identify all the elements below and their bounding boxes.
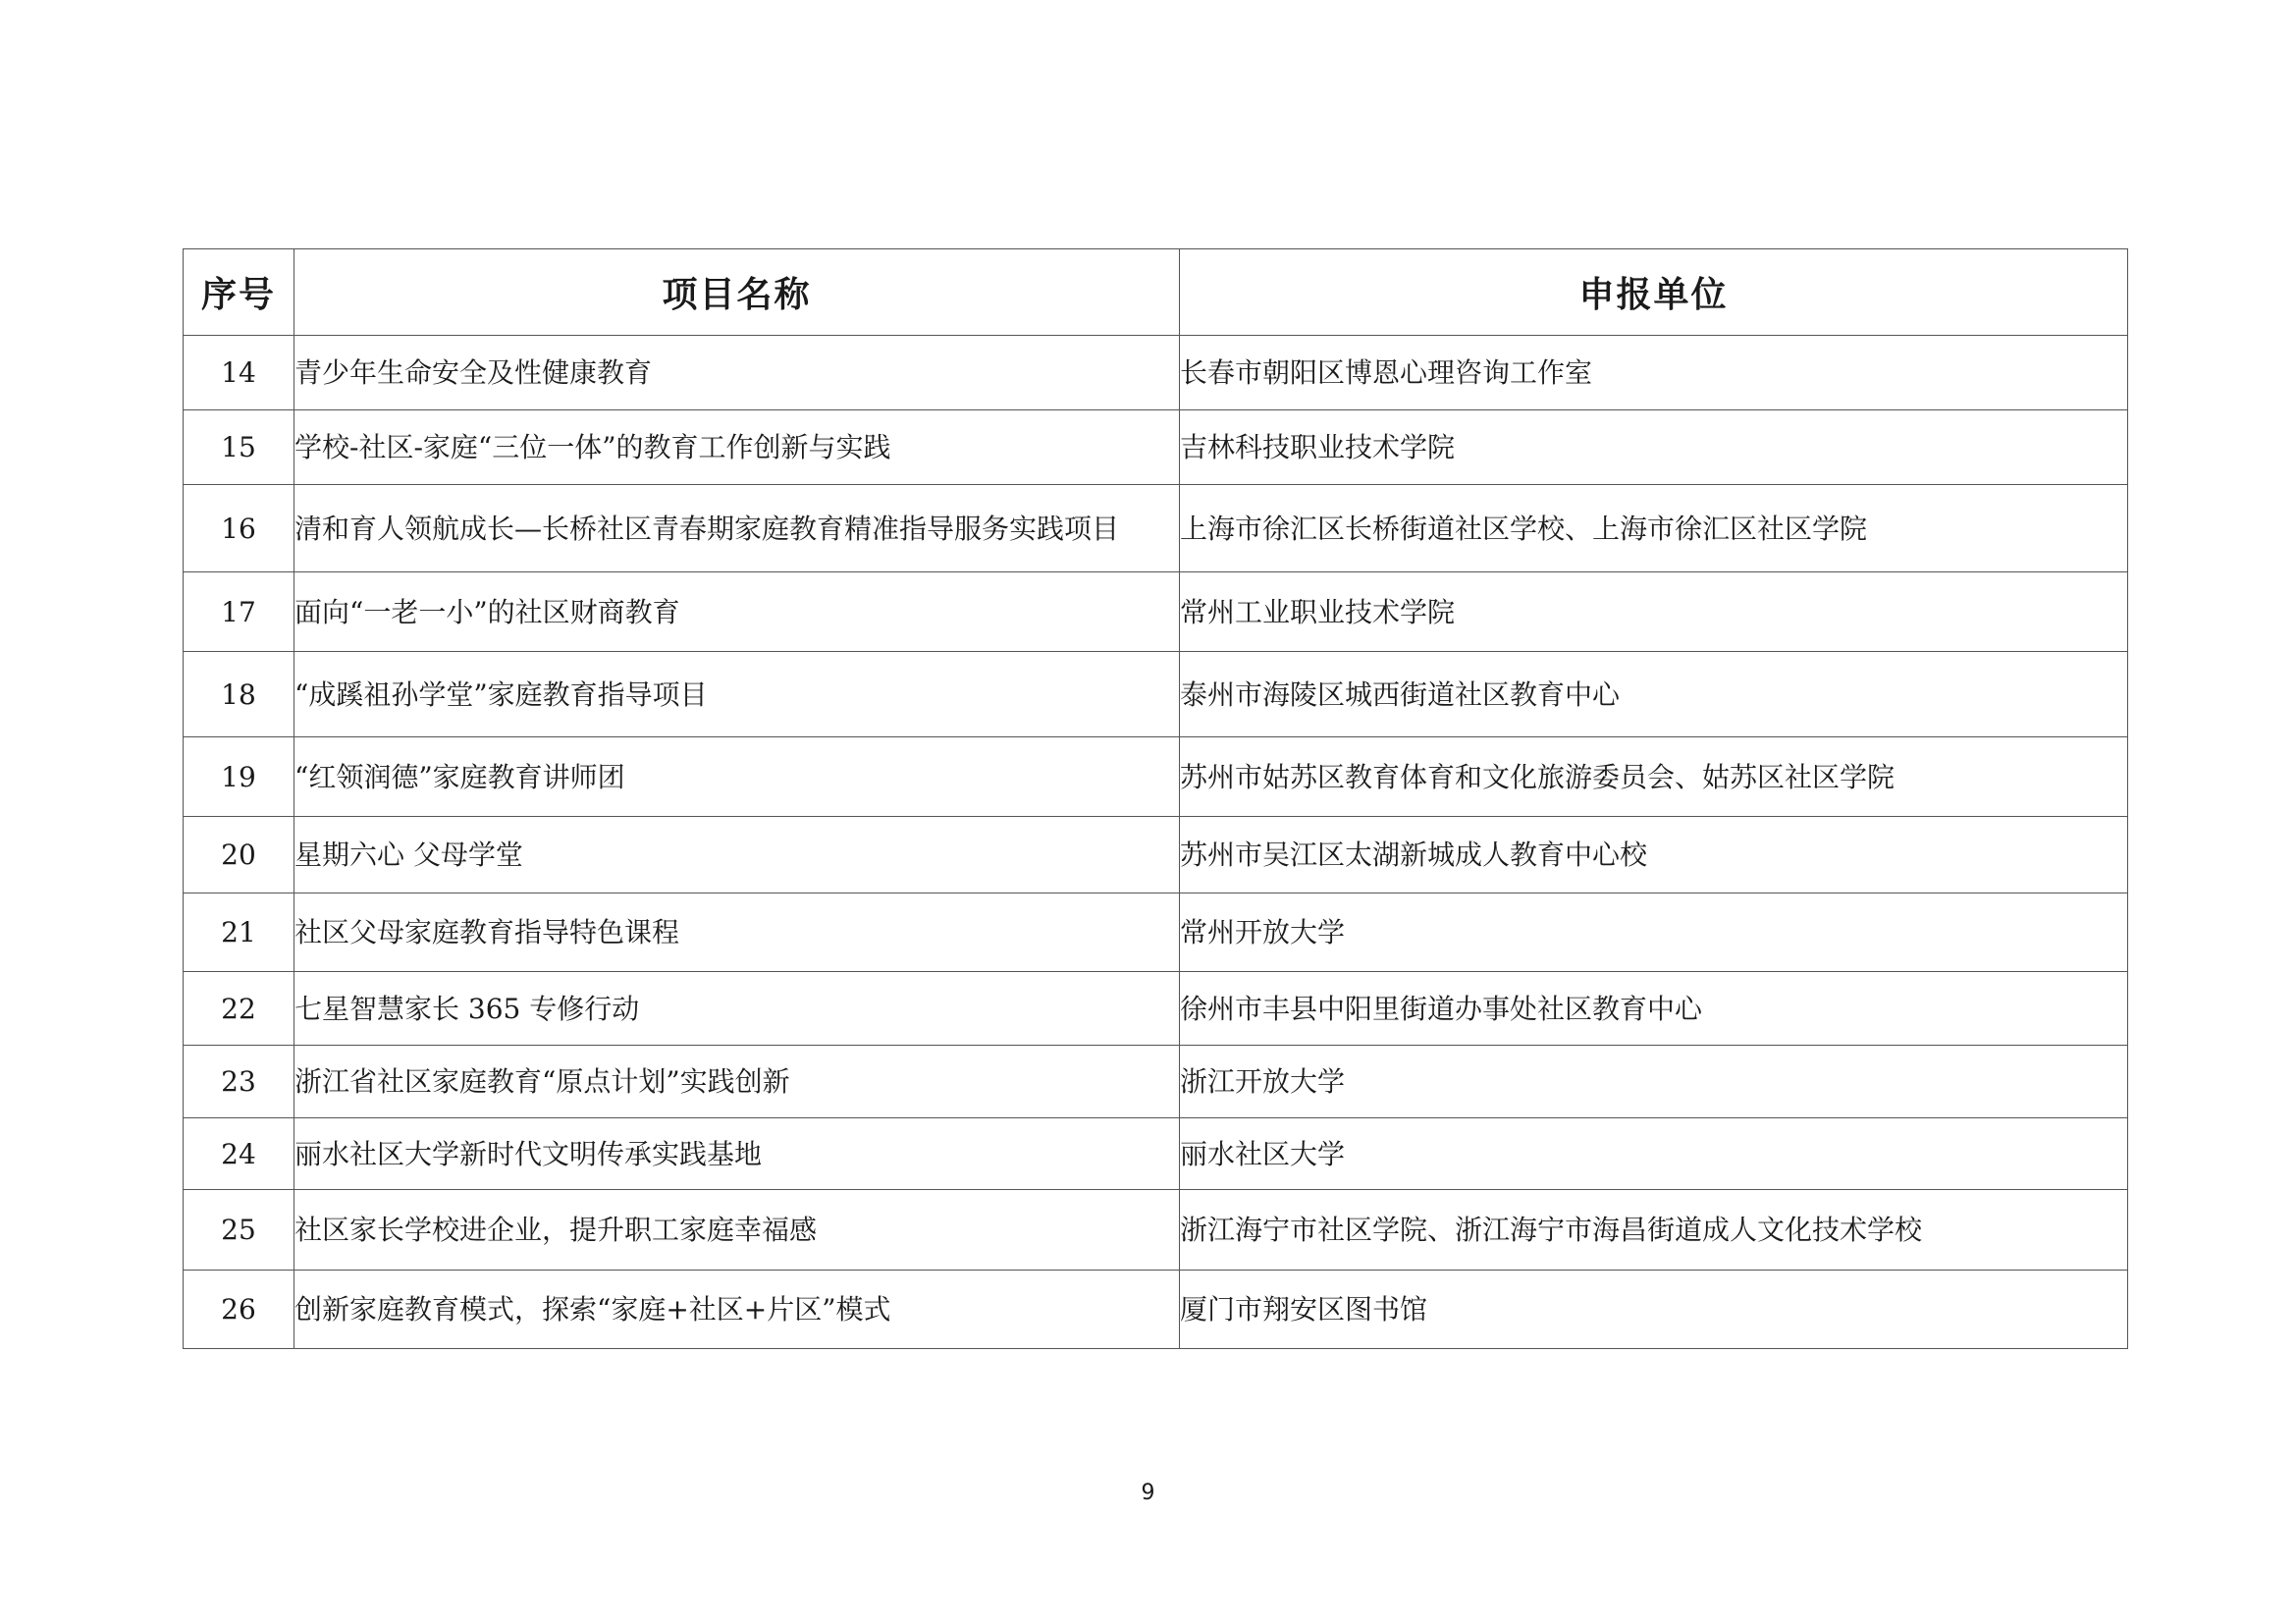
project-name: “成蹊祖孙学堂”家庭教育指导项目 bbox=[294, 652, 1180, 737]
applicant-unit: 常州开放大学 bbox=[1180, 893, 2128, 972]
table-row bbox=[184, 1190, 2128, 1271]
table-row bbox=[184, 336, 2128, 410]
project-name: 创新家庭教育模式，探索“家庭+社区+片区”模式 bbox=[294, 1271, 1180, 1349]
applicant-unit: 上海市徐汇区长桥街道社区学校、上海市徐汇区社区学院 bbox=[1180, 485, 2128, 572]
table-row bbox=[184, 1271, 2128, 1349]
project-name: 清和育人领航成长—长桥社区青春期家庭教育精准指导服务实践项目 bbox=[294, 485, 1180, 572]
table-row bbox=[184, 485, 2128, 572]
row-number: 21 bbox=[184, 893, 294, 972]
row-number: 20 bbox=[184, 817, 294, 893]
applicant-unit: 吉林科技职业技术学院 bbox=[1180, 410, 2128, 485]
row-number: 19 bbox=[184, 737, 294, 817]
table-row bbox=[184, 1118, 2128, 1190]
project-name: 社区家长学校进企业，提升职工家庭幸福感 bbox=[294, 1190, 1180, 1271]
project-table bbox=[183, 248, 2128, 1349]
applicant-unit: 长春市朝阳区博恩心理咨询工作室 bbox=[1180, 336, 2128, 410]
header-applicant-unit: 申报单位 bbox=[1180, 249, 2128, 336]
table-row bbox=[184, 572, 2128, 652]
applicant-unit: 泰州市海陵区城西街道社区教育中心 bbox=[1180, 652, 2128, 737]
project-name: 丽水社区大学新时代文明传承实践基地 bbox=[294, 1118, 1180, 1190]
page-number: 9 bbox=[1141, 1481, 1155, 1505]
table-header-row bbox=[184, 249, 2128, 336]
table-row bbox=[184, 410, 2128, 485]
row-number: 16 bbox=[184, 485, 294, 572]
row-number: 24 bbox=[184, 1118, 294, 1190]
applicant-unit: 常州工业职业技术学院 bbox=[1180, 572, 2128, 652]
project-name: 星期六心 父母学堂 bbox=[294, 817, 1180, 893]
project-name: 七星智慧家长 365 专修行动 bbox=[294, 972, 1180, 1046]
applicant-unit: 苏州市姑苏区教育体育和文化旅游委员会、姑苏区社区学院 bbox=[1180, 737, 2128, 817]
table-row bbox=[184, 972, 2128, 1046]
applicant-unit: 浙江开放大学 bbox=[1180, 1046, 2128, 1118]
table-row bbox=[184, 817, 2128, 893]
applicant-unit: 苏州市吴江区太湖新城成人教育中心校 bbox=[1180, 817, 2128, 893]
table-row bbox=[184, 893, 2128, 972]
project-name: 青少年生命安全及性健康教育 bbox=[294, 336, 1180, 410]
row-number: 22 bbox=[184, 972, 294, 1046]
row-number: 25 bbox=[184, 1190, 294, 1271]
applicant-unit: 丽水社区大学 bbox=[1180, 1118, 2128, 1190]
table-row bbox=[184, 1046, 2128, 1118]
row-number: 17 bbox=[184, 572, 294, 652]
row-number: 23 bbox=[184, 1046, 294, 1118]
header-serial-number: 序号 bbox=[184, 249, 294, 336]
applicant-unit: 徐州市丰县中阳里街道办事处社区教育中心 bbox=[1180, 972, 2128, 1046]
project-name: 面向“一老一小”的社区财商教育 bbox=[294, 572, 1180, 652]
applicant-unit: 厦门市翔安区图书馆 bbox=[1180, 1271, 2128, 1349]
project-name: 学校-社区-家庭“三位一体”的教育工作创新与实践 bbox=[294, 410, 1180, 485]
project-name: “红领润德”家庭教育讲师团 bbox=[294, 737, 1180, 817]
row-number: 15 bbox=[184, 410, 294, 485]
row-number: 26 bbox=[184, 1271, 294, 1349]
project-name: 社区父母家庭教育指导特色课程 bbox=[294, 893, 1180, 972]
row-number: 18 bbox=[184, 652, 294, 737]
row-number: 14 bbox=[184, 336, 294, 410]
applicant-unit: 浙江海宁市社区学院、浙江海宁市海昌街道成人文化技术学校 bbox=[1180, 1190, 2128, 1271]
project-name: 浙江省社区家庭教育“原点计划”实践创新 bbox=[294, 1046, 1180, 1118]
table-row bbox=[184, 652, 2128, 737]
header-project-name: 项目名称 bbox=[294, 249, 1180, 336]
table-row bbox=[184, 737, 2128, 817]
